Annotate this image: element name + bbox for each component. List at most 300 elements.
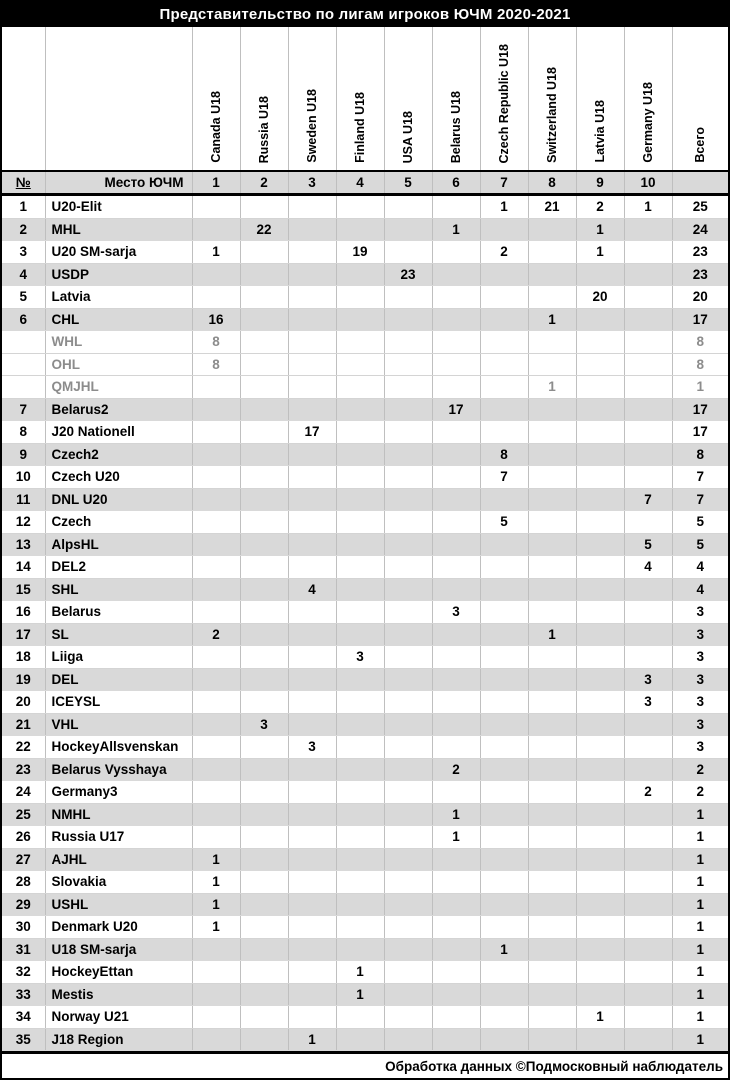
value-cell [624,848,672,871]
value-cell [336,308,384,331]
value-cell [528,893,576,916]
value-cell [336,421,384,444]
value-cell [624,601,672,624]
row-number: 8 [2,421,45,444]
value-cell [240,533,288,556]
value-cell [288,263,336,286]
value-cell [288,893,336,916]
value-cell [624,646,672,669]
table-row [2,781,728,804]
value-cell [432,376,480,399]
total-cell: 23 [672,263,728,286]
league-name: U18 SM-sarja [45,938,192,961]
value-cell [480,983,528,1006]
value-cell [624,443,672,466]
value-cell [576,331,624,354]
value-cell [192,421,240,444]
value-cell [240,601,288,624]
value-cell [240,488,288,511]
total-cell: 1 [672,1006,728,1029]
value-cell [480,893,528,916]
value-cell [624,466,672,489]
value-cell [480,533,528,556]
column-header-belarus-u18 [432,27,480,171]
value-cell [528,803,576,826]
value-cell: 1 [480,938,528,961]
value-cell [432,241,480,264]
value-cell [432,1006,480,1029]
column-header-label: Czech Republic U18 [496,43,511,163]
value-cell [528,443,576,466]
value-cell [240,736,288,759]
total-cell: 1 [672,848,728,871]
value-cell [336,826,384,849]
row-number [2,331,45,354]
table-row [2,578,728,601]
value-cell [576,916,624,939]
value-cell [384,758,432,781]
value-cell [480,488,528,511]
column-header-germany-u18 [624,27,672,171]
value-cell [240,983,288,1006]
value-cell [528,983,576,1006]
total-cell: 25 [672,195,728,219]
value-cell [432,195,480,219]
league-name: Norway U21 [45,1006,192,1029]
value-cell [528,601,576,624]
value-cell [528,938,576,961]
league-name: Russia U17 [45,826,192,849]
value-cell [192,286,240,309]
value-cell [240,646,288,669]
value-cell [384,781,432,804]
value-cell [624,376,672,399]
column-header-latvia-u18 [576,27,624,171]
footer-credit: Обработка данных ©Подмосковный наблюдатель [2,1051,728,1078]
value-cell [288,916,336,939]
value-cell [336,286,384,309]
value-cell [384,848,432,871]
value-cell [288,353,336,376]
total-cell: 8 [672,443,728,466]
value-cell [192,601,240,624]
column-header-label: Germany U18 [640,82,655,163]
value-cell [432,286,480,309]
value-cell [384,286,432,309]
league-name: DEL [45,668,192,691]
value-cell [336,263,384,286]
table-row [2,871,728,894]
league-name: VHL [45,713,192,736]
league-name: Liiga [45,646,192,669]
column-header-label: Russia U18 [256,95,271,163]
value-cell [336,466,384,489]
value-cell [576,713,624,736]
value-cell [528,533,576,556]
value-cell [240,893,288,916]
total-cell: 5 [672,511,728,534]
value-cell [384,601,432,624]
value-cell [624,263,672,286]
total-cell: 23 [672,241,728,264]
value-cell [432,488,480,511]
value-cell [576,488,624,511]
value-cell [576,466,624,489]
value-cell [192,1028,240,1051]
value-cell [288,871,336,894]
value-cell [480,421,528,444]
value-cell [528,713,576,736]
value-cell [240,578,288,601]
column-header-finland-u18 [336,27,384,171]
value-cell [528,916,576,939]
value-cell [288,961,336,984]
value-cell [336,511,384,534]
row-number: 10 [2,466,45,489]
value-cell [624,938,672,961]
value-cell [192,736,240,759]
value-cell [288,938,336,961]
league-name: USDP [45,263,192,286]
league-name: CHL [45,308,192,331]
value-cell [528,511,576,534]
value-cell [624,893,672,916]
value-cell [384,1006,432,1029]
value-cell [528,353,576,376]
value-cell [624,871,672,894]
value-cell [576,263,624,286]
value-cell: 1 [432,803,480,826]
table-row [2,736,728,759]
table-row [2,983,728,1006]
value-cell [288,781,336,804]
value-cell [384,241,432,264]
row-number: 18 [2,646,45,669]
value-cell: 1 [192,848,240,871]
value-cell [288,803,336,826]
league-name: Belarus Vysshaya [45,758,192,781]
value-cell [624,736,672,759]
value-cell [240,938,288,961]
value-cell [192,646,240,669]
value-cell [432,443,480,466]
value-cell: 1 [432,218,480,241]
total-cell: 3 [672,736,728,759]
value-cell: 19 [336,241,384,264]
value-cell [240,1006,288,1029]
table-title: Представительство по лигам игроков ЮЧМ 2020-2021 [2,2,728,27]
value-cell [384,983,432,1006]
value-cell [480,218,528,241]
value-cell [576,691,624,714]
column-header-label: Belarus U18 [448,90,463,163]
total-cell: 1 [672,983,728,1006]
league-name: MHL [45,218,192,241]
total-cell: 3 [672,691,728,714]
value-cell [336,916,384,939]
table-row [2,668,728,691]
table-row [2,263,728,286]
row-number: 30 [2,916,45,939]
total-cell: 2 [672,781,728,804]
value-cell: 1 [336,983,384,1006]
value-cell: 1 [432,826,480,849]
value-cell: 2 [480,241,528,264]
value-cell [192,195,240,219]
value-cell [336,668,384,691]
value-cell [384,218,432,241]
value-cell [288,826,336,849]
value-cell [576,983,624,1006]
value-cell: 23 [384,263,432,286]
value-cell [192,556,240,579]
total-cell: 3 [672,623,728,646]
value-cell [336,443,384,466]
value-cell [384,376,432,399]
league-name: SL [45,623,192,646]
value-cell [624,961,672,984]
value-cell [480,803,528,826]
value-cell [336,578,384,601]
table-row [2,488,728,511]
value-cell [384,578,432,601]
corner-cell-num [2,27,45,171]
value-cell [192,691,240,714]
value-cell [288,601,336,624]
value-cell [576,646,624,669]
value-cell [576,938,624,961]
table-row [2,803,728,826]
value-cell [288,556,336,579]
row-number: 32 [2,961,45,984]
row-number: 20 [2,691,45,714]
column-header-sweden-u18 [288,27,336,171]
value-cell [432,713,480,736]
table-row [2,286,728,309]
value-cell [336,195,384,219]
value-cell: 17 [288,421,336,444]
value-cell [432,511,480,534]
value-cell: 1 [624,195,672,219]
value-cell [576,601,624,624]
value-cell [576,556,624,579]
value-cell [288,533,336,556]
value-cell [192,511,240,534]
league-name: ICEYSL [45,691,192,714]
row-number: 13 [2,533,45,556]
league-name: J20 Nationell [45,421,192,444]
value-cell [240,871,288,894]
value-cell [624,578,672,601]
value-cell [432,848,480,871]
value-cell [192,781,240,804]
value-cell: 2 [576,195,624,219]
value-cell [384,398,432,421]
league-name: Czech2 [45,443,192,466]
league-name: USHL [45,893,192,916]
value-cell [528,398,576,421]
value-cell: 16 [192,308,240,331]
column-header-czech-republic-u18 [480,27,528,171]
value-cell [624,983,672,1006]
table-row [2,623,728,646]
value-cell [384,421,432,444]
value-cell [576,421,624,444]
place-cell: 6 [432,171,480,195]
value-cell [240,916,288,939]
total-cell: 7 [672,466,728,489]
value-cell [384,961,432,984]
value-cell: 20 [576,286,624,309]
value-cell [192,398,240,421]
row-number: 34 [2,1006,45,1029]
total-cell: 20 [672,286,728,309]
table-row [2,533,728,556]
total-cell: 1 [672,938,728,961]
table-row [2,691,728,714]
table-row [2,938,728,961]
value-cell [576,826,624,849]
value-cell [480,578,528,601]
value-cell [192,938,240,961]
place-cell: 8 [528,171,576,195]
value-cell [384,533,432,556]
total-cell: 2 [672,758,728,781]
value-cell [192,218,240,241]
value-cell: 1 [336,961,384,984]
value-cell [480,376,528,399]
value-cell [432,893,480,916]
league-name: Czech U20 [45,466,192,489]
value-cell [480,646,528,669]
value-cell [528,331,576,354]
league-name: HockeyEttan [45,961,192,984]
value-cell [480,691,528,714]
column-header-label: Всего [693,127,707,163]
value-cell [240,353,288,376]
value-cell: 2 [624,781,672,804]
league-name: Latvia [45,286,192,309]
place-cell: 10 [624,171,672,195]
value-cell [336,218,384,241]
column-header-russia-u18 [240,27,288,171]
value-cell: 5 [480,511,528,534]
value-cell [480,668,528,691]
row-number: 9 [2,443,45,466]
value-cell [528,556,576,579]
value-cell: 2 [432,758,480,781]
league-name: Slovakia [45,871,192,894]
table-row [2,916,728,939]
value-cell [240,623,288,646]
row-number: 4 [2,263,45,286]
value-cell: 8 [480,443,528,466]
league-name: U20-Elit [45,195,192,219]
total-cell: 1 [672,1028,728,1051]
league-name: OHL [45,353,192,376]
value-cell: 4 [624,556,672,579]
value-cell [288,398,336,421]
value-cell: 3 [624,691,672,714]
value-cell [528,871,576,894]
table-row [2,398,728,421]
value-cell [480,758,528,781]
value-cell [192,713,240,736]
league-name: DNL U20 [45,488,192,511]
value-cell [336,398,384,421]
value-cell [576,758,624,781]
value-cell [624,803,672,826]
total-cell: 17 [672,421,728,444]
total-cell: 5 [672,533,728,556]
row-number: 31 [2,938,45,961]
value-cell: 1 [192,893,240,916]
value-cell: 1 [528,308,576,331]
value-cell [384,736,432,759]
row-number: 22 [2,736,45,759]
table-row [2,218,728,241]
row-number: 29 [2,893,45,916]
row-number: 6 [2,308,45,331]
league-name: NMHL [45,803,192,826]
value-cell [576,803,624,826]
value-cell [336,331,384,354]
table-row [2,511,728,534]
value-cell [432,353,480,376]
value-cell [288,286,336,309]
value-cell [576,848,624,871]
value-cell [480,308,528,331]
value-cell [576,893,624,916]
place-column-header: Место ЮЧМ [45,171,192,195]
value-cell [288,466,336,489]
row-number: 35 [2,1028,45,1051]
value-cell [384,195,432,219]
value-cell [528,781,576,804]
value-cell [480,781,528,804]
value-cell [432,556,480,579]
league-name: Belarus [45,601,192,624]
value-cell: 8 [192,331,240,354]
total-cell: 3 [672,646,728,669]
row-number: 5 [2,286,45,309]
value-cell [240,668,288,691]
value-cell [480,871,528,894]
value-cell [432,916,480,939]
value-cell [528,488,576,511]
value-cell [288,848,336,871]
table-row [2,195,728,219]
table-row [2,1028,728,1051]
value-cell: 5 [624,533,672,556]
value-cell [384,893,432,916]
table-row [2,646,728,669]
value-cell: 8 [192,353,240,376]
total-cell: 4 [672,578,728,601]
value-cell [528,848,576,871]
value-cell [336,736,384,759]
value-cell [336,533,384,556]
value-cell [576,376,624,399]
value-cell [624,421,672,444]
value-cell [288,668,336,691]
value-cell [288,308,336,331]
value-cell [528,1006,576,1029]
value-cell [480,848,528,871]
row-number [2,376,45,399]
value-cell [624,623,672,646]
value-cell [384,466,432,489]
